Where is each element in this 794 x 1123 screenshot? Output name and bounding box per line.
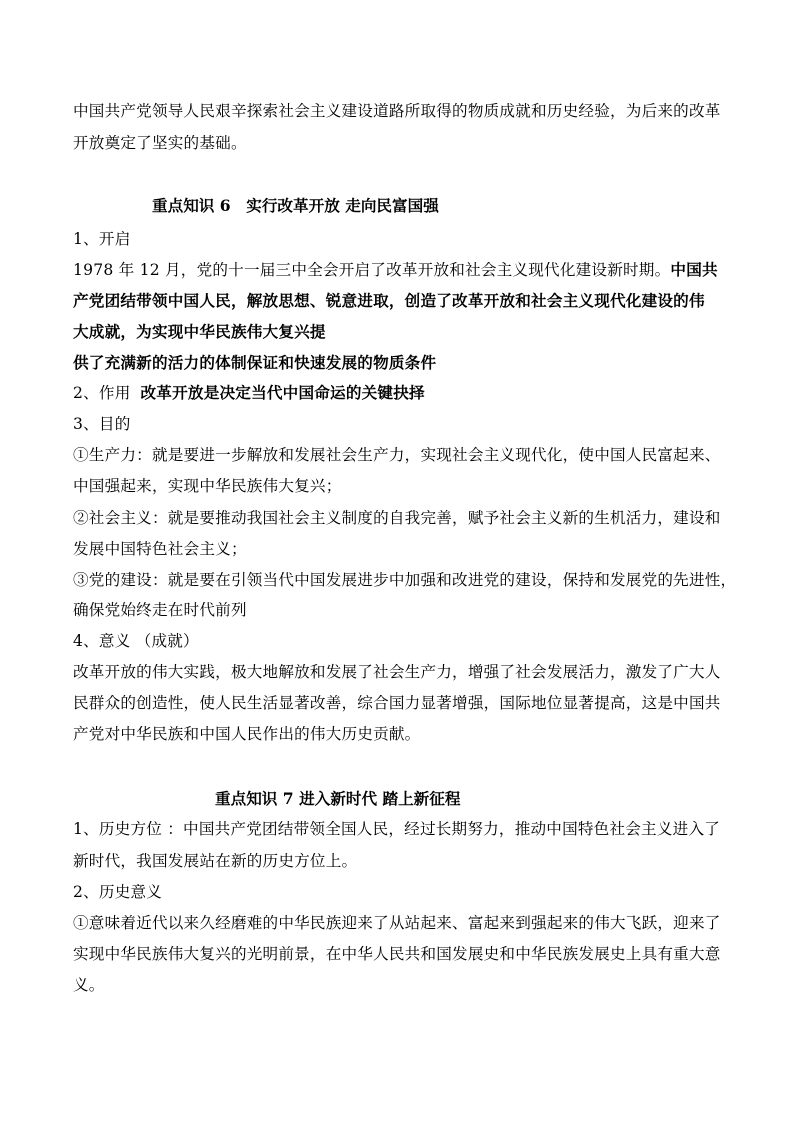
section-7-title: 重点知识 7 进入新时代 踏上新征程 (215, 789, 461, 808)
s6-item4-heading: 4、意义 （成就） (73, 632, 199, 650)
s6-item1-line-3: 大成就，为实现中华民族伟大复兴提 (73, 322, 326, 341)
s6-item1-line-2: 产党团结带领中国人民，解放思想、锐意进取，创造了改革开放和社会主义现代化建设的伟 (73, 291, 705, 310)
s7-item2-p1-line-1: ①意味着近代以来久经磨难的中华民族迎来了从站起来、富起来到强起来的伟大飞跃，迎来了 (73, 914, 721, 932)
s6-item3-p2-line-1: ②社会主义：就是要推动我国社会主义制度的自我完善，赋予社会主义新的生机活力，建设和 (73, 509, 721, 527)
s6-item1-line-4: 供了充满新的活力的体制保证和快速发展的物质条件 (73, 353, 437, 372)
s6-item3-heading: 3、目的 (73, 415, 131, 433)
s6-item1-line-1-normal: 1978 年 12 月，党的十一届三中全会开启了改革开放和社会主义现代化建设新时期。 (73, 261, 671, 279)
s6-item2-label: 2、作用 (73, 384, 131, 402)
s7-item2-heading: 2、历史意义 (73, 883, 163, 901)
s6-item3-p2-line-2: 发展中国特色社会主义； (73, 540, 247, 558)
intro-line-2: 开放奠定了坚实的基础。 (73, 134, 247, 152)
s7-item1-line-2: 新时代，我国发展站在新的历史方位上。 (73, 852, 358, 870)
intro-line-1: 中国共产党领导人民艰辛探索社会主义建设道路所取得的物质成就和历史经验，为后来的改革 (73, 102, 721, 120)
s6-item4-line-3: 产党对中华民族和中国人民作出的伟大历史贡献。 (73, 725, 421, 743)
s6-item1-heading: 1、开启 (73, 230, 131, 248)
s7-item2-p1-line-2: 实现中华民族伟大复兴的光明前景，在中华人民共和国发展史和中华民族发展史上具有重大意 (73, 945, 721, 963)
s6-item1-line-1-bold: 中国共 (670, 260, 718, 279)
s6-item4-line-1: 改革开放的伟大实践，极大地解放和发展了社会生产力，增强了社会发展活力，激发了广大人 (73, 663, 721, 681)
s6-item3-p3-line-2: 确保党始终走在时代前列 (73, 601, 247, 619)
s6-item3-p1-line-1: ①生产力：就是要进一步解放和发展社会生产力，实现社会主义现代化，使中国人民富起来、 (73, 446, 721, 464)
section-6-title: 重点知识 6 实行改革开放 走向民富国强 (152, 196, 439, 215)
s6-item2-text: 改革开放是决定当代中国命运的关键抉择 (140, 383, 425, 402)
s7-item2-p1-line-3: 义。 (73, 976, 105, 994)
s7-item1-line-1: 1、历史方位 ：中国共产党团结带领全国人民，经过长期努力，推动中国特色社会主义进入了 (73, 820, 721, 838)
s6-item2 (73, 381, 753, 405)
s6-item3-p1-line-2: 中国强起来，实现中华民族伟大复兴； (73, 477, 342, 495)
s6-item4-line-2: 民群众的创造性，使人民生活显著改善，综合国力显著增强，国际地位显著提高，这是中国共 (73, 694, 721, 712)
s6-item3-p3-line-1: ③党的建设：就是要在引领当代中国发展进步中加强和改进党的建设，保持和发展党的先进性， (73, 571, 737, 589)
s6-item1-line-1 (73, 258, 753, 282)
